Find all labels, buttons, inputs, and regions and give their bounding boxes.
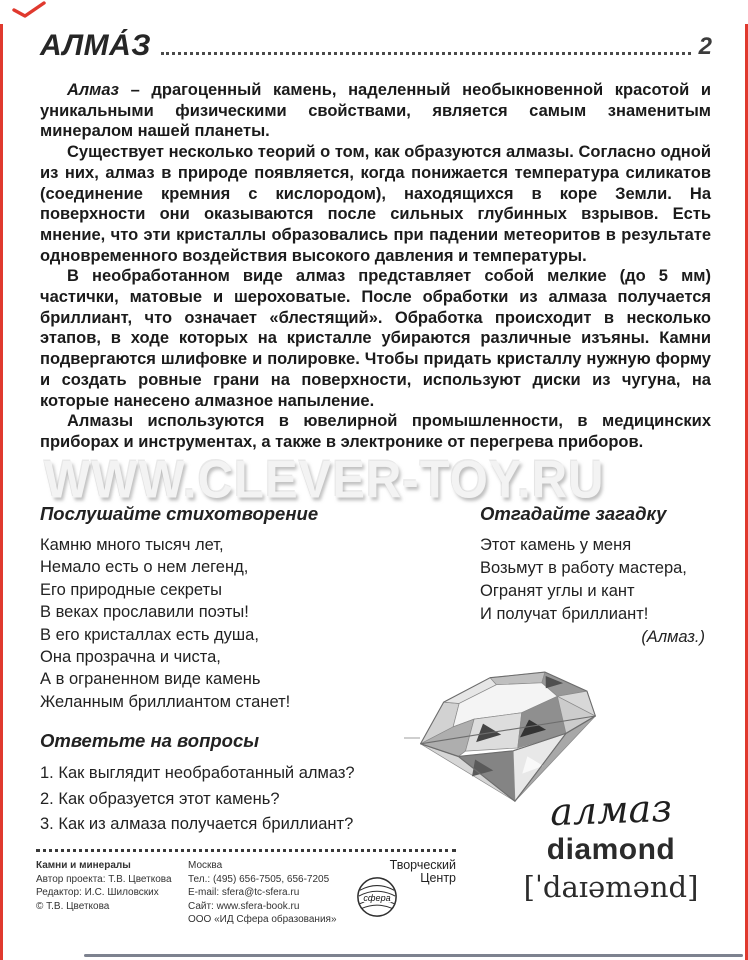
paragraph [40,411,711,452]
poem-line: В его кристаллах есть душа, [40,625,259,644]
imprint-credits [36,859,188,927]
riddle-line: Этот камень у меня [480,536,632,554]
sphere-globe-icon [356,876,398,918]
contact-line: Москва [188,860,223,871]
poem-line: Немало есть о нем легенд, [40,558,249,577]
red-edge-left [0,24,3,960]
poem-line: Желанным бриллиантом станет! [40,692,291,711]
contact-line: ООО «ИД Сфера образования» [188,914,337,925]
poem-column [40,503,438,837]
question-item: 3. Как из алмаза получается бриллиант? [40,814,354,833]
credit-line: © Т.В. Цветкова [36,900,110,912]
riddle-line: Возьмут в работу мастера, [480,559,687,577]
watermark-text: WWW.CLEVER-TOY.RU [44,450,605,510]
poem-line: Камню много тысяч лет, [40,536,224,554]
questions-block [40,730,438,837]
paragraph-text: Алмазы используются в ювелирной промышленности, в медицинских приборах и инструментах, а также в электронике от перегрева приборов. [40,412,711,451]
poem-line: В веках прославили поэты! [40,603,249,622]
poem-line: Она прозрачна и чиста, [40,648,221,667]
publisher-logo-line1: Творческий [389,858,456,872]
vocabulary-block [505,785,717,906]
poem-line: Его природные секреты [40,580,222,599]
credit-line: Редактор: И.С. Шиловских [36,887,159,898]
question-item: 1. Как выглядит необработанный алмаз? [40,764,355,783]
questions-heading: Ответьте на вопросы [40,730,260,752]
paragraph-text: В необработанном виде алмаз представляет собой мелкие (до 5 мм) частички, матовые и шероховатые. После обработки из алмаза получается бриллиант, что означает «блестящий». Обработка происходит в несколько этапов, в ходе которых на кристалле убираются различные изъяны. Камни подвергаются шлифовке и полировке. Чтобы придать кристаллу нужную форму и создать ровные грани на поверхности, используют диски из чугуна, на которые нанесено алмазное напыление. [40,267,711,410]
page-number: 2 [698,33,712,60]
paragraph [40,142,711,266]
poem-line: А в ограненном виде камень [40,670,261,689]
scan-bottom-line [84,954,743,957]
paragraph [40,266,711,411]
riddle-line: Огранят углы и кант [480,582,635,600]
riddle-answer: (Алмаз.) [641,628,705,646]
imprint-footer [36,849,456,927]
question-item: 2. Как образуется этот камень? [40,789,280,808]
paragraph [40,80,711,142]
riddle-heading: Отгадайте загадку [480,503,667,524]
riddle-text [480,534,711,626]
publisher-logo [356,859,456,921]
contact-line: Сайт: www.sfera-book.ru [188,900,300,912]
dotted-leader [161,51,691,55]
series-title: Камни и минералы [36,860,131,871]
contact-line: E-mail: sfera@tc-sfera.ru [188,887,300,898]
word-english: diamond [546,833,676,866]
paragraph-text: – драгоценный камень, наделенный необыкновенной красотой и уникальными физическими свойствами, является самым знаменитым минералом нашей планеты. [40,81,711,141]
poem-text [40,534,438,713]
word-russian-cursive: алмаз [549,785,673,835]
publisher-logo-text [390,859,456,885]
red-checkmark-icon [12,1,48,19]
word-transcription: [ˈdaɪəmənd] [523,870,699,904]
imprint-contacts [188,859,356,927]
poem-heading: Послушайте стихотворение [40,503,319,524]
contact-line: Тел.: (495) 656-7505, 656-7205 [188,873,330,885]
sphere-globe-label: сфера [363,892,391,903]
article-body [40,80,711,453]
paragraph-text: Существует несколько теорий о том, как образуются алмазы. Согласно одной из них, алмаз в природе появляется, когда понижается температура силикатов (соединение кремния с кислородом), находящихся в коре Земли. На поверхности они оказываются после сильных глубинных взрывов. Есть мнение, что эти кристаллы образовались при падении метеоритов в результате одновременного воздействия высокого давления и температуры. [40,143,711,265]
paragraph-lead-term: Алмаз [67,81,119,99]
credit-line: Автор проекта: Т.В. Цветкова [36,873,172,885]
page-title: АЛМА́З [40,29,152,62]
publisher-logo-line2: Центр [420,871,456,885]
riddle-line: И получат бриллиант! [480,605,649,623]
page-header [40,30,712,62]
